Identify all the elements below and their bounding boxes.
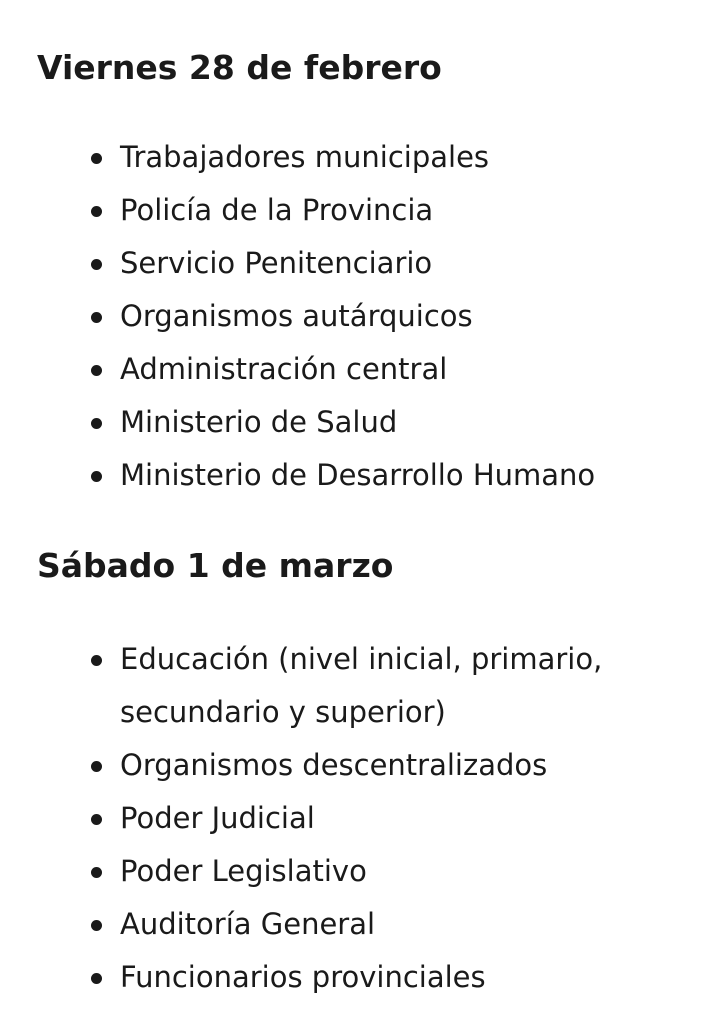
bullet-icon	[91, 973, 102, 984]
bullet-icon	[91, 761, 102, 772]
list-item-text: Administración central	[120, 352, 448, 386]
list-item-text: Poder Judicial	[120, 801, 315, 835]
list-item-text: Organismos descentralizados	[120, 748, 548, 782]
list-item-text: Trabajadores municipales	[120, 140, 490, 174]
list-item	[0, 237, 680, 290]
bullet-icon	[91, 471, 102, 482]
list-item-text: Servicio Penitenciario	[120, 246, 433, 280]
section-heading-viernes: Viernes 28 de febrero	[37, 48, 442, 87]
list-item	[0, 184, 680, 237]
list-item-text: Policía de la Provincia	[120, 193, 434, 227]
list-item	[0, 396, 680, 449]
bullet-list-sabado	[0, 633, 680, 1004]
list-item	[0, 898, 680, 951]
bullet-icon	[91, 259, 102, 270]
bullet-icon	[91, 312, 102, 323]
bullet-list-viernes	[0, 131, 680, 502]
list-item-text: Ministerio de Salud	[120, 405, 398, 439]
bullet-icon	[91, 206, 102, 217]
list-item-text: Poder Legislativo	[120, 854, 367, 888]
list-item	[0, 739, 680, 792]
bullet-icon	[91, 655, 102, 666]
list-item-text: Ministerio de Desarrollo Humano	[120, 458, 596, 492]
bullet-icon	[91, 365, 102, 376]
bullet-icon	[91, 153, 102, 164]
list-item-text: Organismos autárquicos	[120, 299, 473, 333]
list-item-text: Auditoría General	[120, 907, 376, 941]
list-item	[0, 290, 680, 343]
list-item	[0, 792, 680, 845]
bullet-icon	[91, 867, 102, 878]
list-item	[0, 131, 680, 184]
list-item	[0, 449, 680, 502]
list-item	[0, 951, 680, 1004]
list-item-text: Educación (nivel inicial, primario, secundario y superior)	[120, 642, 603, 729]
bullet-icon	[91, 814, 102, 825]
list-item	[0, 343, 680, 396]
list-item-text: Funcionarios provinciales	[120, 960, 486, 994]
section-heading-sabado: Sábado 1 de marzo	[37, 546, 394, 585]
list-item	[0, 845, 680, 898]
bullet-icon	[91, 920, 102, 931]
bullet-icon	[91, 418, 102, 429]
list-item	[0, 633, 620, 739]
